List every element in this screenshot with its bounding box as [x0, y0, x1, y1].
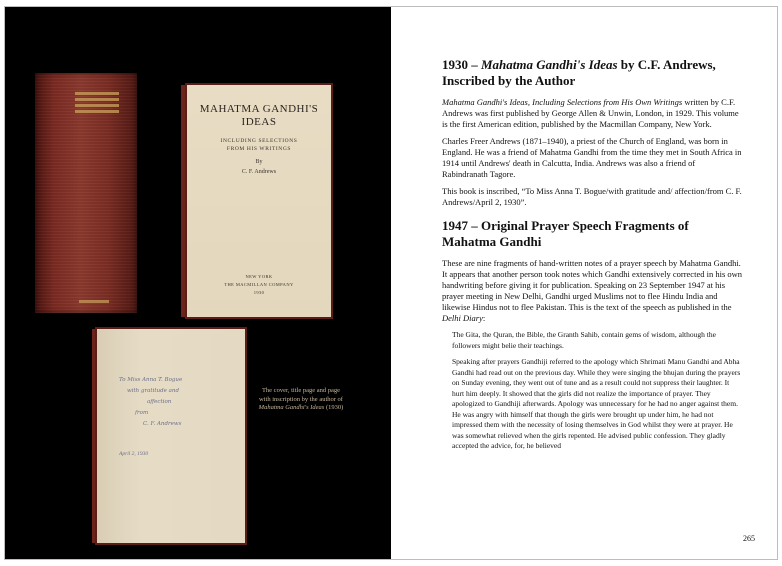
article-body — [442, 57, 742, 458]
title-page-by: By — [255, 159, 263, 165]
inscription-page-photo — [97, 329, 245, 543]
paragraph-inscription: This book is inscribed, “To Miss Anna T. Bogue/with gratitude and/ affection/from C. F. Andrews/April 2, 1930”. — [442, 186, 742, 207]
spine-gilt-foot — [79, 300, 109, 303]
handwritten-date: April 2, 1930 — [119, 451, 149, 457]
right-page-text — [391, 7, 777, 559]
book-spread — [4, 6, 778, 560]
title-page-subtitle: INCLUDING SELECTIONS FROM HIS WRITINGS — [220, 138, 298, 152]
section-heading-1947: 1947 – Original Prayer Speech Fragments of Mahatma Gandhi — [442, 218, 689, 249]
title-page-author: C. F. Andrews — [241, 169, 277, 175]
speech-quote-2: Speaking after prayers Gandhiji referred to the apology which Shrimati Manu Gandhi and Abha Gandhi had read out on the previous day. While they were singing the bhujan during the prayers on Sunday evening, they went out of tune and as a result could not suppress their laughter. It hurt him deeply. It showed that the girls did not realize the importance of prayer. They apologized to Gandhiji afterwards. Apology was unnecessary for he had no anger against them. He was angry with himself that though the girls were brought up under him, he had not impressed them with the necessity of losing themselves in God whilst they were at prayer. He was somewhat relieved when the girls repented. He advised public confession. They gladly accepted the advice, for, he believed — [452, 357, 741, 450]
section-heading-1930: 1930 – Mahatma Gandhi's Ideas by C.F. Andrews, Inscribed by the Author — [442, 57, 716, 88]
handwritten-inscription: To Miss Anna T. Bogue with gratitude and affection from C. F. Andrews — [119, 377, 183, 427]
page-number: 265 — [743, 534, 755, 543]
speech-quote-1: The Gita, the Quran, the Bible, the Granth Sahib, contain gems of wisdom, although the followers might belie their teachings. — [452, 330, 716, 350]
paragraph-publication: Mahatma Gandhi's Ideas, Including Selections from His Own Writings written by C.F. Andrews was first published by George Allen & Unwin, London, in 1929. This volume is the first American edition, published by the Macmillan Company, New York. — [442, 97, 739, 129]
title-page-photo — [187, 85, 331, 317]
paragraph-fragments: These are nine fragments of hand-written notes of a prayer speech by Mahatma Gandhi. It appears that another person took notes which Gandhi extensively corrected in his own handwriting before giving it for publication. Speaking on 23 September 1947 at his prayer meeting in New Delhi, Gandhi urged Muslims not to flee Hindu India and likewise Hindus not to flee Pakistan. This is the text of the speech as published in the Delhi Diary: — [442, 258, 743, 323]
photo-caption: The cover, title page and page with inscription by the author of Mahatma Gandhi's Ideas (1930) — [258, 387, 344, 411]
paragraph-andrews-bio: Charles Freer Andrews (1871–1940), a priest of the Church of England, was born in England. He was a friend of Mahatma Gandhi from the time they met in South Africa in 1914 until Andrews' death in Calcutta, India. Andrews was also a friend of Rabindranath Tagore. — [442, 136, 742, 179]
title-page-title: MAHATMA GANDHI'S IDEAS — [199, 103, 319, 128]
book-spine-photo — [35, 73, 137, 313]
spine-gilt-lettering — [75, 89, 119, 115]
title-page-publisher: NEW YORK THE MACMILLAN COMPANY 1930 — [224, 274, 294, 295]
left-page-photos — [5, 7, 391, 559]
